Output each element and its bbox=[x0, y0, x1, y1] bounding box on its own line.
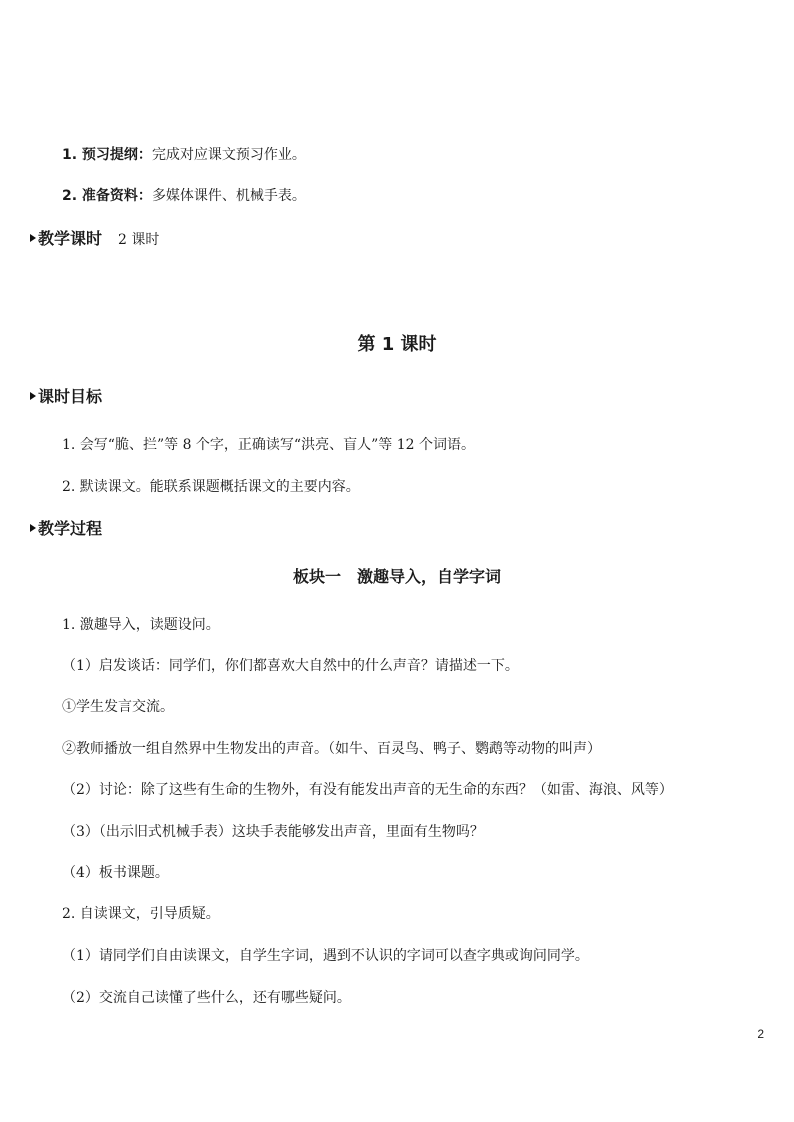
objectives-heading-row bbox=[30, 387, 102, 408]
process-line: （4）板书课题。 bbox=[62, 865, 169, 881]
prep-item-2 bbox=[62, 186, 306, 206]
process-line: （2）交流自己读懂了些什么，还有哪些疑问。 bbox=[62, 990, 351, 1006]
process-line: ①学生发言交流。 bbox=[62, 699, 174, 715]
section-title: 板块一 激趣导入，自学字词 bbox=[292, 567, 501, 586]
triangle-bullet-icon bbox=[30, 234, 36, 242]
prep-item-1 bbox=[62, 145, 306, 165]
class-hours-heading: 教学课时 bbox=[38, 229, 103, 248]
page-number: 2 bbox=[757, 1027, 764, 1041]
class-hours-value: 2 课时 bbox=[118, 232, 160, 248]
lesson-title: 第 1 课时 bbox=[357, 334, 437, 355]
process-line: （3）（出示旧式机械手表）这块手表能够发出声音，里面有生物吗？ bbox=[62, 824, 484, 840]
process-line: （1）启发谈话：同学们，你们都喜欢大自然中的什么声音？请描述一下。 bbox=[62, 658, 519, 674]
prep-item-1-text: 完成对应课文预习作业。 bbox=[151, 147, 306, 163]
triangle-bullet-icon bbox=[30, 392, 36, 400]
prep-item-1-label: 1. 预习提纲： bbox=[62, 147, 152, 163]
triangle-bullet-icon bbox=[30, 524, 36, 532]
process-line: ②教师播放一组自然界中生物发出的声音。（如牛、百灵鸟、鸭子、鹦鹉等动物的叫声） bbox=[62, 741, 601, 757]
objective-item-2: 2. 默读课文。能联系课题概括课文的主要内容。 bbox=[62, 479, 360, 495]
prep-item-2-label: 2. 准备资料： bbox=[62, 188, 152, 204]
process-line: （1）请同学们自由读课文，自学生字词，遇到不认识的字词可以查字典或询问同学。 bbox=[62, 948, 589, 964]
class-hours-row bbox=[30, 229, 159, 250]
process-line: 1. 激趣导入，读题设问。 bbox=[62, 617, 220, 633]
objective-item-1: 1. 会写“脆、拦”等 8 个字，正确读写“洪亮、盲人”等 12 个词语。 bbox=[62, 437, 475, 453]
process-line: （2）讨论：除了这些有生命的生物外，有没有能发出声音的无生命的东西？（如雷、海浪、风等） bbox=[62, 782, 673, 798]
prep-item-2-text: 多媒体课件、机械手表。 bbox=[151, 188, 306, 204]
process-heading: 教学过程 bbox=[38, 519, 103, 538]
process-heading-row bbox=[30, 519, 102, 540]
process-line: 2. 自读课文，引导质疑。 bbox=[62, 906, 220, 922]
objectives-heading: 课时目标 bbox=[38, 387, 103, 406]
